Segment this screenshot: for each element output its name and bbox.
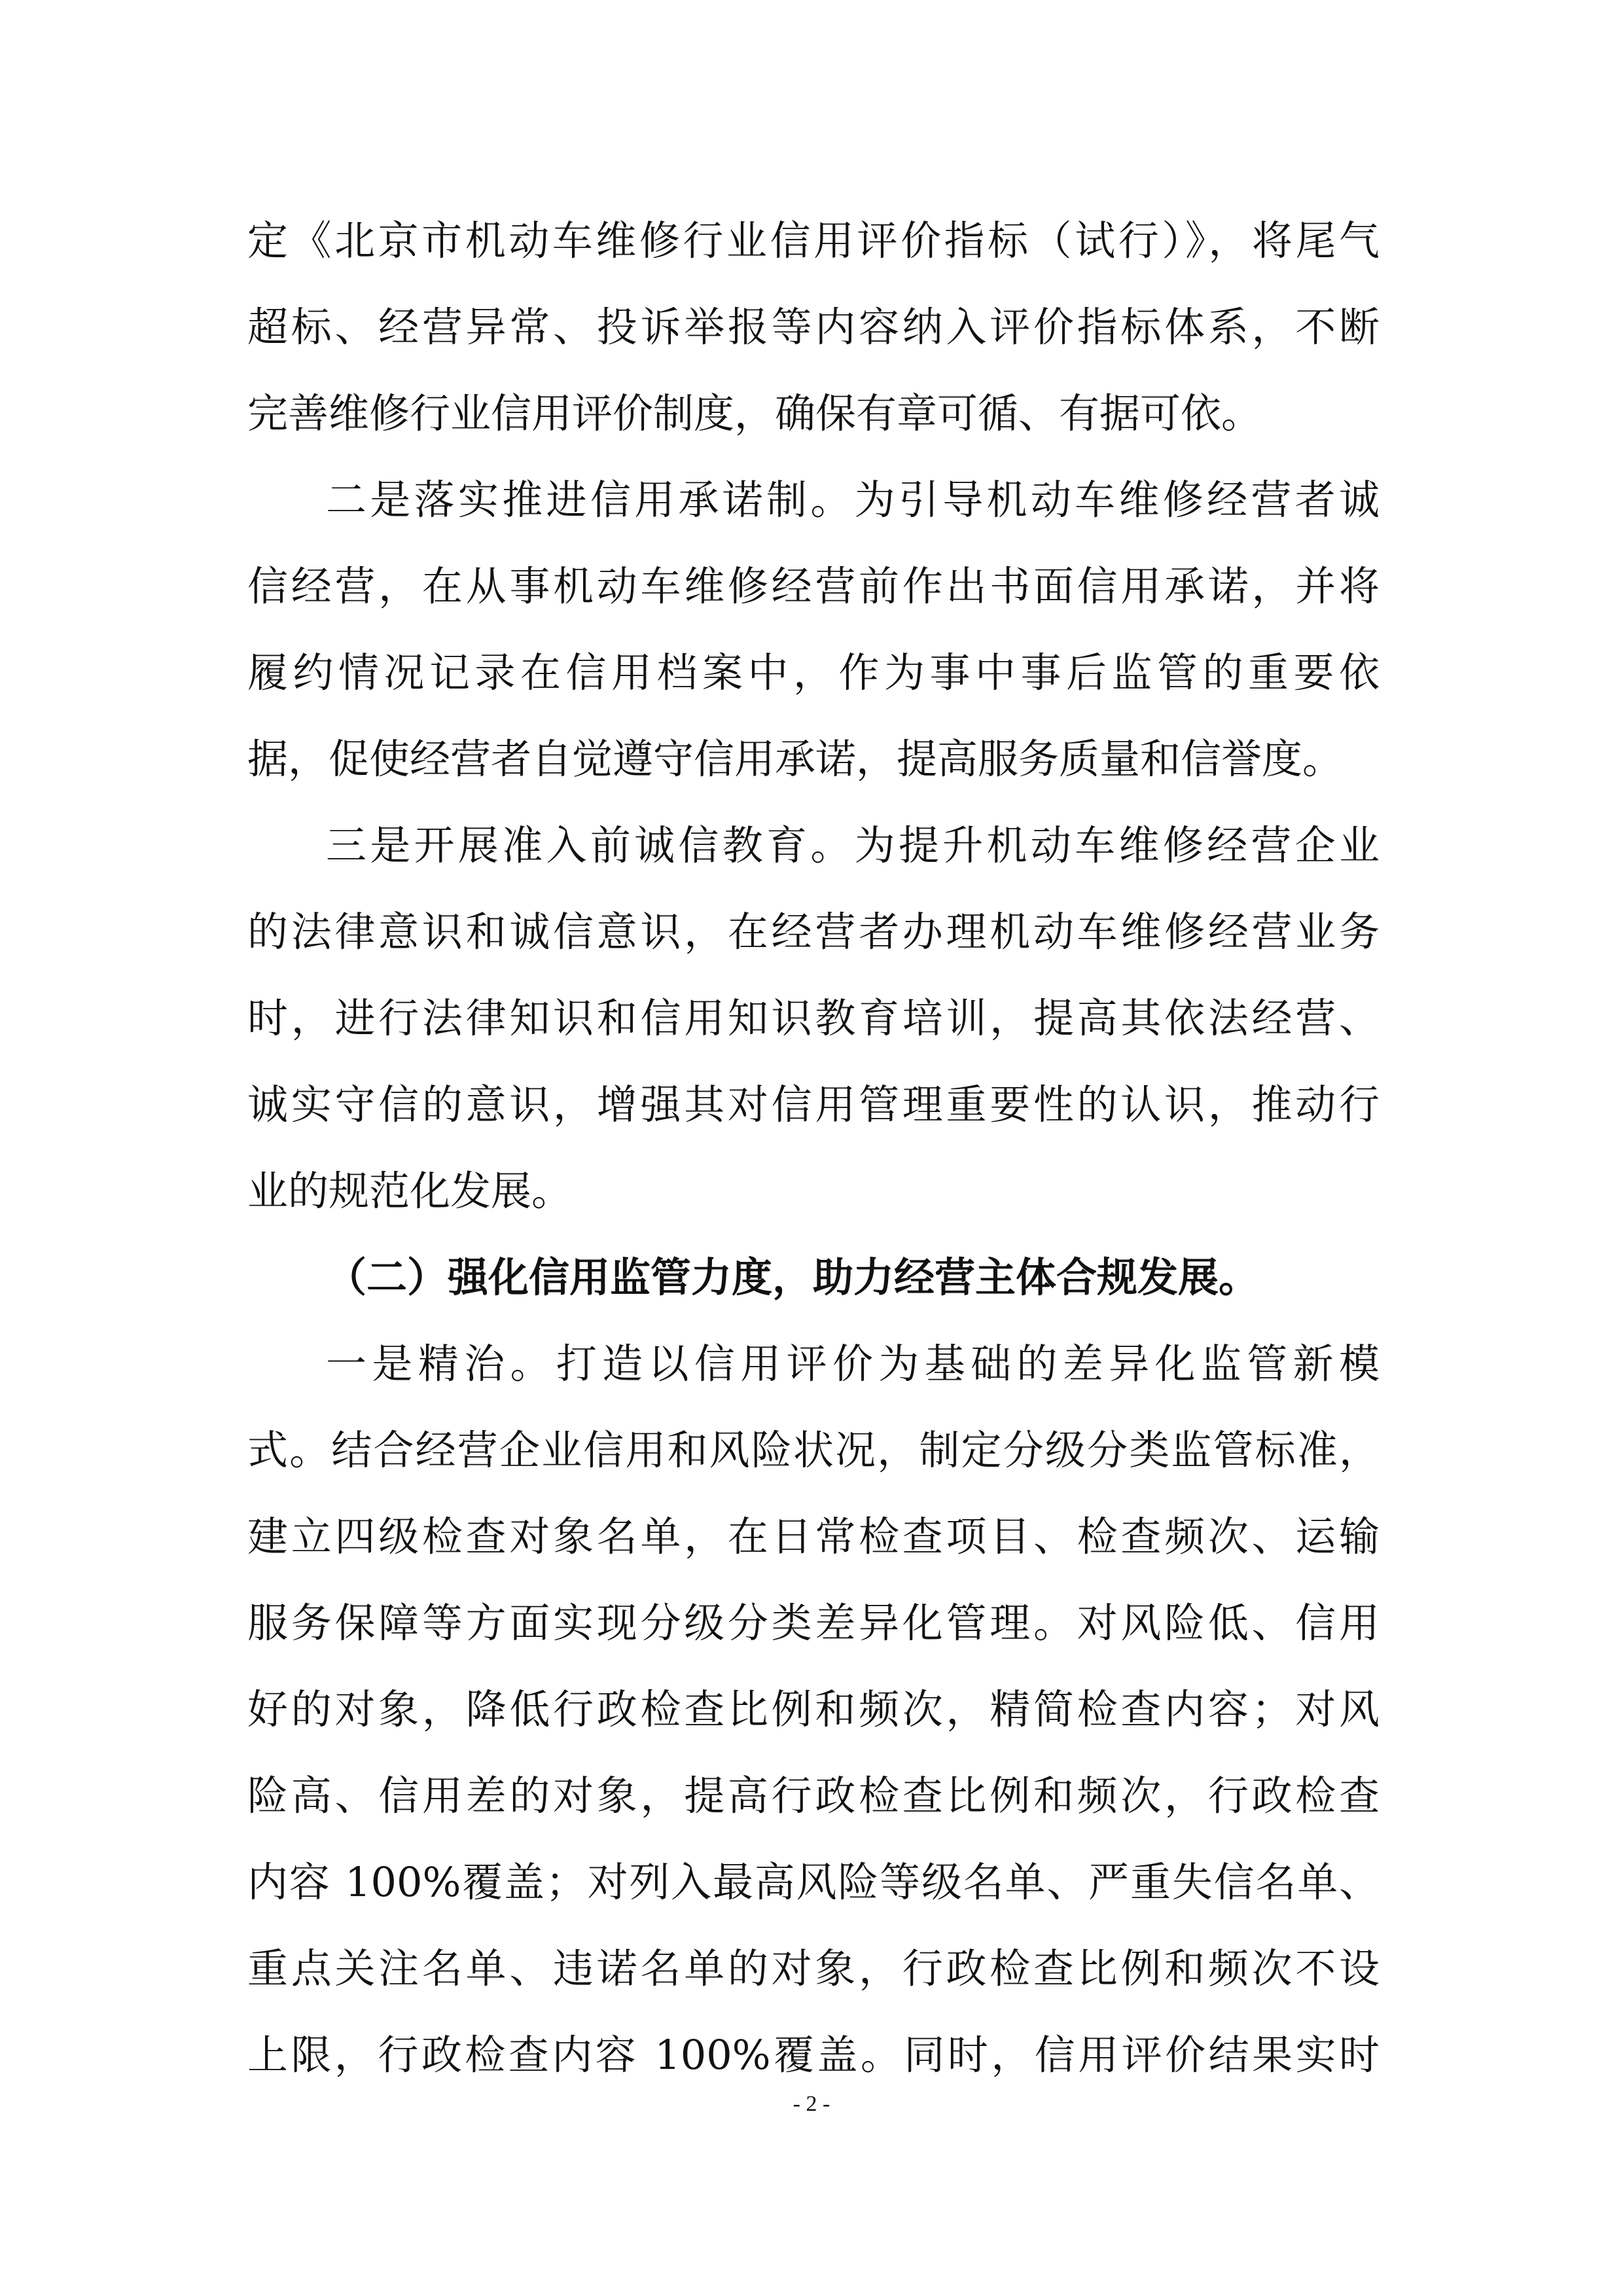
text-line: 上限，行政检查内容 100%覆盖。同时，信用评价结果实时: [247, 2031, 1380, 2079]
text-line: 诚实守信的意识，增强其对信用管理重要性的认识，推动行: [247, 1081, 1380, 1128]
text-line: 好的对象，降低行政检查比例和频次，精简检查内容；对风: [247, 1685, 1380, 1733]
text-line: 超标、经营异常、投诉举报等内容纳入评价指标体系，不断: [247, 303, 1380, 351]
text-line: 服务保障等方面实现分级分类差异化管理。对风险低、信用: [247, 1599, 1380, 1647]
text-line: 信经营，在从事机动车维修经营前作出书面信用承诺，并将: [247, 562, 1380, 610]
text-line: 式。结合经营企业信用和风险状况，制定分级分类监管标准，: [247, 1426, 1380, 1474]
text-line: 的法律意识和诚信意识，在经营者办理机动车维修经营业务: [247, 908, 1380, 956]
text-line: 据，促使经营者自觉遵守信用承诺，提高服务质量和信誉度。: [247, 735, 1344, 783]
text-line: 内容 100%覆盖；对列入最高风险等级名单、严重失信名单、: [247, 1858, 1380, 1906]
text-line: 履约情况记录在信用档案中，作为事中事后监管的重要依: [247, 649, 1380, 696]
text-line: 时，进行法律知识和信用知识教育培训，提高其依法经营、: [247, 994, 1380, 1042]
paragraph-first-line: 三是开展准入前诚信教育。为提升机动车维修经营企业: [326, 821, 1380, 869]
text-line: 重点关注名单、违诺名单的对象，行政检查比例和频次不设: [247, 1945, 1380, 1992]
text-line: 险高、信用差的对象，提高行政检查比例和频次，行政检查: [247, 1772, 1380, 1820]
text-line: 建立四级检查对象名单，在日常检查项目、检查频次、运输: [247, 1513, 1380, 1560]
page-number: - 2 -: [793, 2092, 830, 2116]
section-heading: （二）强化信用监管力度，助力经营主体合规发展。: [326, 1253, 1260, 1301]
paragraph-first-line: 二是落实推进信用承诺制。为引导机动车维修经营者诚: [326, 476, 1380, 524]
text-line: 定《北京市机动车维修行业信用评价指标（试行）》，将尾气: [247, 217, 1380, 264]
text-line: 完善维修行业信用评价制度，确保有章可循、有据可依。: [247, 389, 1262, 437]
text-line: 业的规范化发展。: [247, 1167, 573, 1215]
paragraph-first-line: 一是精治。打造以信用评价为基础的差异化监管新模: [326, 1340, 1380, 1388]
